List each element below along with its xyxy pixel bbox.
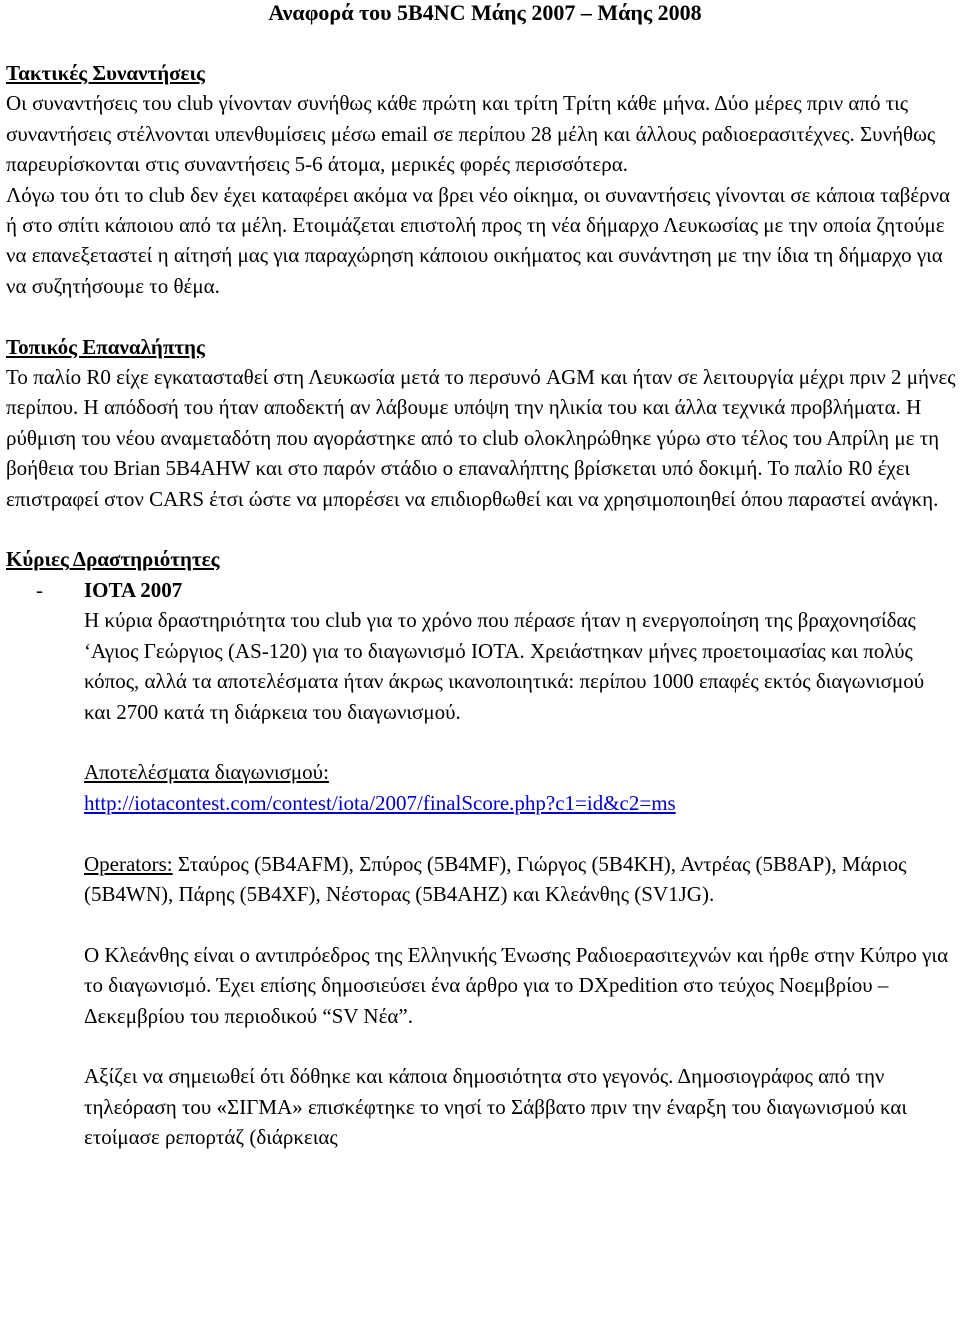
results-block [84,757,956,818]
spacer [6,514,956,544]
section-activities [6,544,956,1152]
operators-paragraph [84,849,956,910]
spacer [6,28,956,58]
spacer [84,1031,956,1061]
section-heading-activities: Κύριες Δραστηριότητες [6,547,220,572]
list-item-title: IOTA 2007 [84,577,183,602]
section-heading-repeater: Τοπικός Επαναλήπτης [6,334,205,359]
spacer [84,818,956,848]
document-page [6,0,956,1153]
document-title: Αναφορά του 5B4NC Μάης 2007 – Μάης 2008 [268,0,702,25]
list-item-iota-2007 [6,575,956,1153]
list-dash: - [36,577,43,602]
spacer [84,909,956,939]
meetings-paragraph-2: Λόγω του ότι το club δεν έχει καταφέρει ακόμα να βρει νέο οίκημα, οι συναντήσεις γίνονται σε κάποια ταβέρνα ή στο σπίτι κάποιου από τα μέλη. Ετοιμάζεται επιστολή προς τη νέα δήμαρχο Λευκωσίας με την οποία ζητούμε να επανεξεταστεί η αίτησή μας για παραχώρηση κάποιου οικήματος και συνάντηση με την ίδια τη δήμαρχο για να συζητήσουμε το θέμα. [6,182,951,298]
results-link[interactable]: http://iotacontest.com/contest/iota/2007/finalScore.php?c1=id&c2=ms [84,790,676,815]
operators-text: Σταύρος (5B4AFM), Σπύρος (5B4MF), Γιώργος (5B4KH), Αντρέας (5B8AP), Μάριος (5B4WN), Πάρης (5B4XF), Νέστορας (5B4AHZ) και Κλεάνθης (SV1JG). [84,851,907,906]
spacer [6,301,956,331]
operators-label: Operators: [84,851,173,876]
press-paragraph: Αξίζει να σημειωθεί ότι δόθηκε και κάποια δημοσιότητα στο γεγονός. Δημοσιογράφος από την τηλεόραση του «ΣΙΓΜΑ» επισκέφτηκε το νησί το Σάββατο πριν την έναρξη του διαγωνισμού και ετοίμασε ρεπορτάζ (διάρκειας [84,1064,908,1150]
section-meetings [6,58,956,301]
spacer [84,727,956,757]
section-heading-meetings: Τακτικές Συναντήσεις [6,61,205,85]
section-repeater [6,332,956,514]
kleanthis-paragraph: Ο Κλεάνθης είναι ο αντιπρόεδρος της Ελληνικής Ένωσης Ραδιοερασιτεχνών και ήρθε στην Κύπρο για το διαγωνισμό. Έχει επίσης δημοσιεύσει ένα άρθρο για το DXpedition στο τεύχος Νοεμβρίου – Δεκεμβρίου του περιοδικού “SV Νέα”. [84,942,949,1028]
repeater-paragraph: Το παλίο R0 είχε εγκατασταθεί στη Λευκωσία μετά το περσυνό AGM και ήταν σε λειτουργία μέχρι πριν 2 μήνες περίπου. Η απόδοσή του ήταν αποδεκτή αν λάβουμε υπόψη την ηλικία του και άλλα τεχνικά προβλήματα. Η ρύθμιση του νέου αναμεταδότη που αγοράστηκε από το club ολοκληρώθηκε γύρω στο τέλος του Απρίλη με τη βοήθεια του Brian 5B4AHW και στο παρόν στάδιο ο επαναλήπτης βρίσκεται υπό δοκιμή. Το παλίο R0 έχει επιστραφεί στον CARS έτσι ώστε να μπορέσει να επιδιορθωθεί και να χρησιμοποιηθεί όπου παραστεί ανάγκη. [6,365,956,511]
results-label: Αποτελέσματα διαγωνισμού: [84,760,329,785]
iota-paragraph-1: Η κύρια δραστηριότητα του club για το χρόνο που πέρασε ήταν η ενεργοποίηση της βραχονησίδας ‘Αγιος Γεώργιος (AS-120) για το διαγωνισμό IOTA. Χρειάστηκαν μήνες προετοιμασίας και πολύς κόπος, αλλά τα αποτελέσματα ήταν άκρως ικανοποιητικά: περίπου 1000 επαφές εκτός διαγωνισμού και 2700 κατά τη διάρκεια του διαγωνισμού. [84,608,925,724]
meetings-paragraph-1: Οι συναντήσεις του club γίνονταν συνήθως κάθε πρώτη και τρίτη Τρίτη κάθε μήνα. Δύο μέρες πριν από τις συναντήσεις στέλνονται υπενθυμίσεις μέσω email σε περίπου 28 μέλη και άλλους ραδιοερασιτέχνες. Συνήθως παρευρίσκονται στις συναντήσεις 5-6 άτομα, μερικές φορές περισσότερα. [6,91,936,177]
